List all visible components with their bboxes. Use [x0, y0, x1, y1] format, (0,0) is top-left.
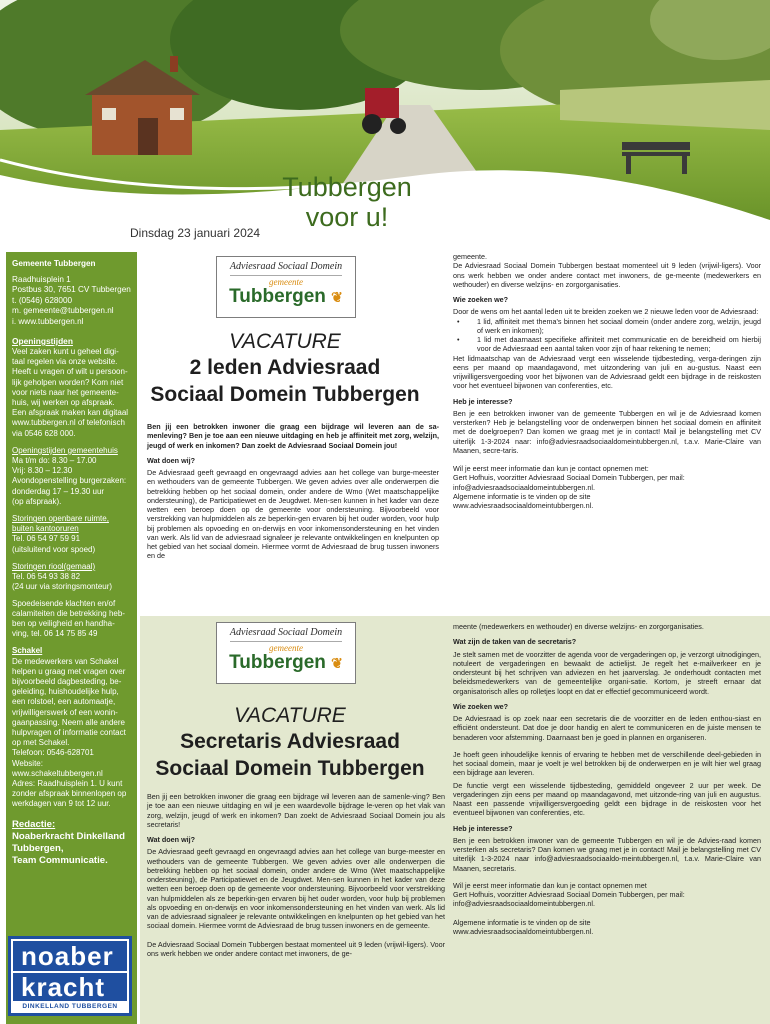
storingen-line: (uitsluitend voor spoed) [12, 544, 96, 554]
riool-line: (24 uur via storingsmonteur) [12, 582, 113, 592]
logo-tubbergen-word: Tubbergen [229, 286, 326, 307]
sidebar-org-title: Gemeente Tubbergen [12, 259, 96, 268]
col2-intro: meente (medewerkers en wethouder) en diverse welzijns- en zorgorganisaties. [453, 622, 704, 631]
interesse-text: Ben je een betrokken inwoner van de gemeente Tubbergen en wil je de Adviesraad komen versterken? Heb je belangstelling voor de onderwerpen binnen het sociaal domein en affiniteit met de doelgroepen? Dan komen we graag met je in contact! Mail je belangstelling met CV uiterlijk 1-3-2024 naar: info@adviesraadsociaaldomeintubbergen.nl, t.a.v. Marie-Claire van Maanen, secre-taris. [453, 408, 761, 455]
logo-tubbergen-text [217, 653, 355, 673]
website-link[interactable]: i. www.tubbergen.nl [12, 316, 84, 326]
logo-tubbergen-word: Tubbergen [229, 652, 326, 673]
schakel-line: zonder afspraak binnenlopen op [12, 789, 127, 799]
schakel-line: vrijwilligerswerk of een wonin- [12, 707, 118, 717]
opening-text-line: Veel zaken kunt u geheel digi- [12, 347, 119, 357]
lidmaatschap-text: Het lidmaatschap van de Adviesraad vergt een wisselende tijdbesteding, verga-deringen zijn eens per maand op maandagavond, met uitzondering van juli en au-gustus. Naast een vrijwilligersvergoeding voor het bijwonen van de Adviesraad geldt een bijdrage in de reiskosten voor het eventueel bijwonen van conferenties, etc. [453, 353, 761, 391]
article2-column2 [453, 622, 761, 936]
wat-doen-wij-heading: Wat doen wij? [147, 455, 196, 465]
samenstelling-text: De Adviesraad Sociaal Domein Tubbergen bestaat momenteel uit 9 leden (vrijwil-ligers). Voor ons werk hebben we onder andere contact met inwoners, de ge- [147, 939, 445, 958]
redactie-line: Team Communicatie. [12, 854, 108, 866]
info-line: Gert Hofhuis, voorzitter Adviesraad Sociaal Domein Tubbergen, per mail: [453, 473, 685, 483]
list-item: • 1 lid met daarnaast specifieke affiniteit met communicatie en de bereidheid om hierbij voor de Adviesraad een aantal taken voor zijn of haar rekening te nemen; [453, 335, 761, 354]
logo-word-noaber: noaber [13, 941, 127, 971]
schakel-line: Website: [12, 758, 43, 768]
klachten-line: calamiteiten die betrekking heb- [12, 608, 125, 618]
info-line: Algemene informatie is te vinden op de site [453, 491, 591, 501]
logo-divider [230, 275, 342, 276]
storingen-heading: Storingen openbare ruimte, buiten kantooruren [12, 514, 109, 534]
info-email-link[interactable]: info@adviesraadsociaaldomeintubbergen.nl. [453, 899, 595, 909]
interesse-text: Ben je een betrokken inwoner van de gemeente Tubbergen en wil je de Advies-raad komen versterken als secretaris? Dan komen we graag met je in contact! Mail je belangstelling met CV uiterlijk 1-3-2024 naar info@adviesraadsociaaldo-meintubbergen.nl, t.a.v. Marie-Claire van Maanen, secretaris. [453, 835, 761, 873]
schakel-line: bijvoorbeeld dagbesteding, be- [12, 676, 122, 686]
noaberkracht-logo [8, 936, 132, 1016]
vacature-label: VACATURE [234, 704, 346, 727]
vacancy-heading [140, 330, 430, 408]
wie-zoeken-we-text: De Adviesraad is op zoek naar een secretaris die de voorzitter en de leden enthou-siast en efficiënt ondersteunt. Dat doe je door handig en alert te communiceren en de juiste mensen te benaderen voor afstemming. Daarnaast ben je goed in plannen en organiseren. [453, 714, 761, 742]
logo-adviesraad-text: Adviesraad Sociaal Domein [229, 261, 343, 272]
info-line: Wil je eerst meer informatie dan kun je contact opnemen met [453, 880, 647, 890]
vacancy-heading [140, 704, 440, 782]
address-line: Postbus 30, 7651 CV Tubbergen [12, 285, 131, 295]
opening-text-line: Heeft u vragen of wilt u persoon- [12, 367, 128, 377]
wheat-icon: ❦ [331, 655, 343, 671]
vacancy-title-line2: Sociaal Domein Tubbergen [150, 383, 420, 406]
opening-text-line: voor niets naar het gemeente- [12, 387, 119, 397]
vacancy-article-members [140, 250, 770, 612]
klachten-line: Spoedeisende klachten en/of [12, 598, 116, 608]
klachten-line: ving, tel. 06 14 75 85 49 [12, 629, 98, 639]
redactie-block [12, 819, 132, 867]
opening-text-line: huis, wij werken op afspraak. [12, 398, 115, 408]
col2-intro: gemeente. [453, 252, 487, 261]
schakel-line: geleiding, huishoudelijke hulp, [12, 687, 119, 697]
opening-text-line: Een afspraak maken kan digitaal [12, 408, 129, 418]
wat-doen-wij-text: De Adviesraad geeft gevraagd en ongevraagd advies aan het college van burge-meester en wethouders van de gemeente Tubbergen. We geven advies over alle onderwerpen die betrekking hebben op het sociaal domein, onder andere de Wmo (Wet maatschappelijke ondersteuning), de Participatiewet en de Jeugdwet. Men-sen kunnen in het kader van deze wetten een beroep doen op de gemeente voor ondersteuning. Bijvoorbeeld voor verstrekking van hulpmiddelen als ze beperkin-gen ervaren bij het ouder worden, voor hulp bij problemen als opvoeding en on-derwijs en voor inkomensondersteuning en het vinden van werk. Als lid van de adviesraad signaleer je relevante ontwikkelingen en knelpunten op het gebied van het sociaal domein. Hiermee vormt de Adviesraad de brug tussen inwoners en de [147, 468, 439, 561]
info-email-link[interactable]: info@adviesraadsociaaldomeintubbergen.nl. [453, 482, 595, 492]
vacancy-article-secretary [140, 616, 770, 1024]
logo-tubbergen-text [217, 287, 355, 307]
vacancy-title-line2: Sociaal Domein Tubbergen [155, 757, 425, 780]
sidebar-contact-info [6, 252, 137, 1024]
redactie-line: Tubbergen, [12, 842, 64, 854]
article1-lead: Ben jij een betrokken inwoner die graag een bijdrage wil leveren aan de sa-menleving? Ben je toe aan een nieuwe uitdaging en heb je affiniteit met zorg, welzijn, jeugd of werk en inkomen? Dan zoekt de Adviesraad Sociaal Domein jou! [147, 422, 439, 450]
taken-text: Je stelt samen met de voorzitter de agenda voor de vergaderingen op, je verzorgt uitnodigingen, notuleert de vergaderingen en bewaakt de actielijst. Je regelt het e-mailverkeer en je ondersteunt bij het schrijven van adviezen en het jaarverslag. Je onderhoudt contacten met beleidsmedewerkers van de gemeentelijke organi-satie. Kortom, je streeft ernaar dat organisatorisch alles op rolletjes loopt en dat er effectief gecommuniceerd wordt. [453, 649, 761, 696]
article2-lead: Ben jij een betrokken inwoner die graag een bijdrage wil leveren aan de samenle-ving? Ben je toe aan een nieuwe uitdaging en wil je een waardevolle bijdrage le-veren op het vlak van zorg, welzijn, jeugd of werk en inkomen? Dan zoekt de Adviesraad Sociaal Domein jou als secretaris! [147, 792, 445, 829]
logo-divider [230, 641, 342, 642]
vacancy-title-line1: Secretaris Adviesraad [180, 730, 400, 753]
riool-line: Tel. 06 54 93 38 82 [12, 572, 81, 582]
schakel-line: werkdagen van 9 tot 12 uur. [12, 799, 111, 809]
opening-text-line: lijk geholpen worden? Kom niet [12, 377, 124, 387]
site-line: Algemene informatie is te vinden op de site [453, 917, 591, 927]
interesse-heading: Heb je interesse? [453, 823, 513, 833]
adviesraad-logo [216, 622, 356, 684]
logo-subtitle: DINKELLAND TUBBERGEN [22, 1003, 118, 1010]
schakel-line: De medewerkers van Schakel [12, 656, 119, 666]
schakel-website-link[interactable]: www.schakeltubbergen.nl [12, 768, 103, 778]
adviesraad-logo [216, 256, 356, 318]
klachten-line: ben op veiligheid en handha- [12, 618, 115, 628]
wie-zoeken-we-heading: Wie zoeken we? [453, 295, 509, 304]
article2-column1 [147, 792, 445, 961]
gemeentehuis-line: (op afspraak). [12, 496, 62, 506]
info-line: Wil je eerst meer informatie dan kun je contact opnemen met: [453, 464, 649, 473]
opening-text-line: via 0546 628 000. [12, 428, 76, 438]
schakel-line: gaanpassing. Neem alle andere [12, 717, 125, 727]
samenstelling-text: De Adviesraad Sociaal Domein Tubbergen bestaat momenteel uit 9 leden (vrijwil-ligers). Voor ons werk hebben we onder andere contact met inwoners, de ge-meente (medewerkers en wethouder) en diverse welzijns- en zorgorganisaties. [453, 261, 761, 289]
schakel-line: een rolstoel, een automaatje, [12, 697, 116, 707]
opening-text-line: www.tubbergen.nl of telefonisch [12, 418, 125, 428]
kennis-text: Je hoeft geen inhoudelijke kennis of ervaring te hebben met de verschillende deel-gebieden in het sociaal domein, maar je voelt je wel betrokken bij de onderwerpen en je wilt hier wel graag een bijdrage aan leveren. [453, 749, 761, 778]
list-item: • 1 lid, affiniteit met thema's binnen het sociaal domein (onder andere zorg, welzijn, jeugd of werk en inkomen); [453, 317, 761, 336]
gemeentehuis-line: Avondopenstelling burgerzaken: [12, 476, 127, 486]
wheat-icon: ❦ [331, 289, 343, 305]
interesse-heading: Heb je interesse? [453, 396, 513, 406]
gemeentehuis-line: donderdag 17 – 19.30 uur [12, 486, 105, 496]
logo-gemeente-text: gemeente [269, 277, 303, 287]
schakel-line: hulpvragen of informatie contact [12, 727, 126, 737]
title-line-1: Tubbergen [282, 172, 412, 202]
schakel-heading: Schakel [12, 646, 43, 656]
gemeentehuis-line: Vrij: 8.30 – 12.30 [12, 466, 73, 476]
schakel-line: Adres: Raadhuisplein 1. U kunt [12, 778, 123, 788]
header-photo [0, 0, 770, 248]
publication-date: Dinsdag 23 januari 2024 [130, 226, 261, 240]
wie-zoeken-we-heading: Wie zoeken we? [453, 701, 509, 711]
logo-adviesraad-text: Adviesraad Sociaal Domein [229, 627, 343, 638]
schakel-line: helpen u graag met vragen over [12, 666, 126, 676]
opening-text-line: taal regelen via onze website. [12, 357, 118, 367]
taken-heading: Wat zijn de taken van de secretaris? [453, 637, 577, 647]
vacature-label: VACATURE [229, 330, 341, 353]
schakel-line: Telefoon: 0546-628701 [12, 748, 94, 758]
storingen-line: Tel. 06 54 97 59 91 [12, 534, 81, 544]
wat-doen-wij-heading: Wat doen wij? [147, 835, 196, 844]
functie-text: De functie vergt een wisselende tijdbesteding, gemiddeld ongeveer 2 uur per week. De vergaderingen zijn eens per maand op maandagavond, met uitzonde-ring van juli en augustus. Naast een passende vrijwilligersvergoeding geldt een bijdrage in de reiskosten voor het eventueel bijwonen van conferenties, etc. [453, 780, 761, 818]
newspaper-title [262, 172, 432, 232]
logo-gemeente-text: gemeente [269, 643, 303, 653]
riool-heading: Storingen riool(gemaal) [12, 561, 96, 571]
opening-hours-heading: Openingstijden [12, 336, 73, 347]
email-link[interactable]: m. gemeente@tubbergen.nl [12, 306, 114, 316]
address-line: Raadhuisplein 1 [12, 275, 71, 284]
title-line-2: voor u! [305, 202, 389, 232]
phone-line: t. (0546) 628000 [12, 295, 73, 305]
redactie-line: Noaberkracht Dinkelland [12, 830, 126, 842]
article1-column2 [453, 252, 761, 510]
wie-zoeken-we-text: Door de wens om het aantal leden uit te breiden zoeken we 2 nieuwe leden voor de Adviesraad: [453, 307, 759, 317]
gemeentehuis-hours-heading: Openingstijden gemeentehuis [12, 445, 118, 455]
article1-column1 [147, 422, 439, 564]
schakel-line: op met Schakel. [12, 738, 70, 748]
vacancy-title-line1: 2 leden Adviesraad [189, 356, 381, 379]
wat-doen-wij-text: De Adviesraad geeft gevraagd en ongevraagd advies aan het college van burge-meester en wethouders van de gemeente Tubbergen. We geven advies over alle onderwerpen die betrekking hebben op het sociaal domein, onder andere de Wmo (Wet maatschappelijke ondersteuning), de Participatiewet en de Jeugdwet. Men-sen kunnen in het kader van deze wetten een beroep doen op de gemeente voor ondersteuning. Bijvoorbeeld voor verstrekking van hulpmiddelen als ze beperkin-gen ervaren bij het ouder worden, voor hulp bij problemen als opvoeding en on-derwijs en voor inkomensondersteuning en het vinden van werk. Als lid van de adviesraad signaleer je relevante ontwikkelingen en knelpunten op het gebied van het sociaal domein. Hiermee vormt de Adviesraad de brug tussen inwoners en de gemeente. [147, 847, 445, 931]
site-website-link[interactable]: www.adviesraadsociaaldomeintubbergen.nl. [453, 926, 594, 936]
info-line: Gert Hofhuis, voorzitter Adviesraad Sociaal Domein Tubbergen, per mail: [453, 890, 685, 899]
logo-word-kracht: kracht [13, 973, 127, 1001]
info-website-link[interactable]: www.adviesraadsociaaldomeintubbergen.nl. [453, 501, 594, 510]
gemeentehuis-line: Ma t/m do: 8.30 – 17.00 [12, 456, 97, 466]
redactie-heading: Redactie: [12, 818, 56, 830]
wie-zoeken-we-list [453, 317, 761, 354]
